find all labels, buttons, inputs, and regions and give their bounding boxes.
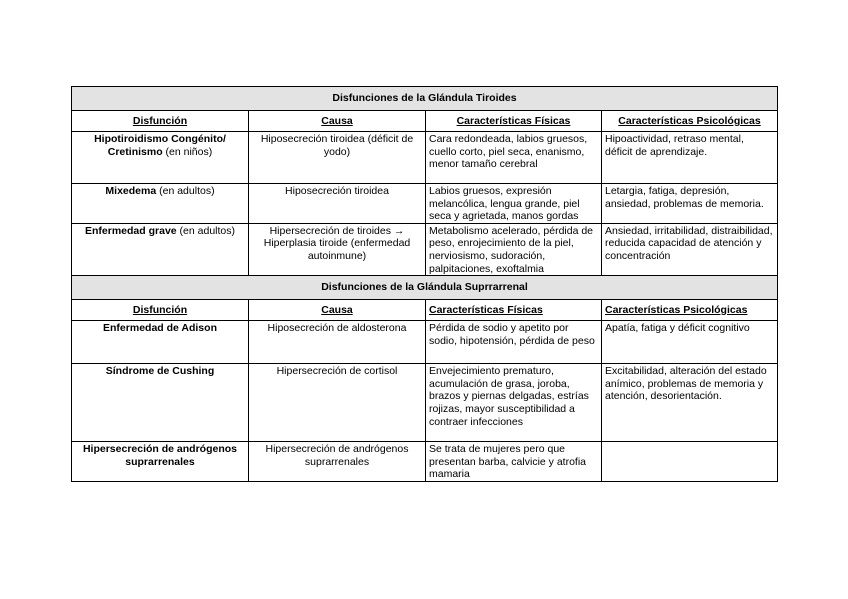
psychological-cell: Ansiedad, irritabilidad, distraibilidad, reducida capacidad de atención y concentración — [602, 223, 778, 275]
cause-cell: Hipersecreción de cortisol — [249, 364, 426, 442]
table-row — [72, 442, 778, 482]
physical-cell: Labios gruesos, expresión melancólica, lengua grande, piel seca y agrietada, manos gordas — [426, 184, 602, 224]
cause-cell: Hiposecreción de aldosterona — [249, 321, 426, 364]
dysfunction-cell — [72, 442, 249, 482]
dysfunction-name: Mixedema — [105, 185, 157, 197]
header-fisicas: Características Físicas — [426, 111, 602, 132]
header-causa: Causa — [249, 300, 426, 321]
dysfunction-cell — [72, 364, 249, 442]
section-title-row — [72, 87, 778, 111]
physical-cell: Envejecimiento prematuro, acumulación de grasa, joroba, brazos y piernas delgadas, estrías rojizas, mayor susceptibilidad a contraer infecciones — [426, 364, 602, 442]
cause-cell: Hiposecreción tiroidea (déficit de yodo) — [249, 132, 426, 184]
psychological-cell: Apatía, fatiga y déficit cognitivo — [602, 321, 778, 364]
header-row — [72, 300, 778, 321]
cause-cell: Hipersecreción de tiroides → Hiperplasia tiroide (enfermedad autoinmune) — [249, 223, 426, 275]
physical-cell: Metabolismo acelerado, pérdida de peso, enrojecimiento de la piel, nerviosismo, sudoración, palpitaciones, exoftalmia — [426, 223, 602, 275]
header-causa: Causa — [249, 111, 426, 132]
psychological-cell: Letargia, fatiga, depresión, ansiedad, problemas de memoria. — [602, 184, 778, 224]
table-row — [72, 321, 778, 364]
psychological-cell: Excitabilidad, alteración del estado anímico, problemas de memoria y atención, desorientación. — [602, 364, 778, 442]
table-row — [72, 223, 778, 275]
physical-cell: Cara redondeada, labios gruesos, cuello corto, piel seca, enanismo, menor tamaño cerebral — [426, 132, 602, 184]
dysfunction-name: Hipersecreción de andrógenos suprarrenales — [82, 443, 238, 468]
cause-cell: Hipersecreción de andrógenos suprarrenales — [249, 442, 426, 482]
header-psicologicas: Características Psicológicas — [602, 111, 778, 132]
dysfunction-name: Enfermedad grave — [85, 224, 177, 237]
table-row — [72, 364, 778, 442]
endocrine-dysfunction-table — [71, 86, 778, 482]
header-row — [72, 111, 778, 132]
psychological-cell — [602, 442, 778, 482]
table-row — [72, 184, 778, 224]
section-title: Disfunciones de la Glándula Suprrarrenal — [72, 276, 778, 300]
dysfunction-note: (en niños) — [165, 145, 213, 158]
section-title: Disfunciones de la Glándula Tiroides — [72, 87, 778, 111]
physical-cell: Se trata de mujeres pero que presentan barba, calvicie y atrofia mamaria — [426, 442, 602, 482]
dysfunction-cell — [72, 223, 249, 275]
section-title-row — [72, 276, 778, 300]
dysfunction-note: (en adultos) — [159, 185, 215, 197]
dysfunction-cell — [72, 132, 249, 184]
psychological-cell: Hipoactividad, retraso mental, déficit de aprendizaje. — [602, 132, 778, 184]
table-row — [72, 132, 778, 184]
header-psicologicas: Características Psicológicas — [602, 300, 778, 321]
cause-cell: Hiposecreción tiroidea — [249, 184, 426, 224]
header-disfuncion: Disfunción — [72, 111, 249, 132]
dysfunction-name: Síndrome de Cushing — [105, 365, 215, 378]
dysfunction-name: Enfermedad de Adison — [103, 322, 217, 335]
dysfunction-cell — [72, 321, 249, 364]
dysfunction-name: Hipotiroidismo Congénito/ Cretinismo — [94, 133, 226, 158]
header-disfuncion: Disfunción — [72, 300, 249, 321]
physical-cell: Pérdida de sodio y apetito por sodio, hipotensión, pérdida de peso — [426, 321, 602, 364]
dysfunction-note: (en adultos) — [179, 224, 235, 237]
dysfunction-cell — [72, 184, 249, 224]
header-fisicas: Características Físicas — [426, 300, 602, 321]
